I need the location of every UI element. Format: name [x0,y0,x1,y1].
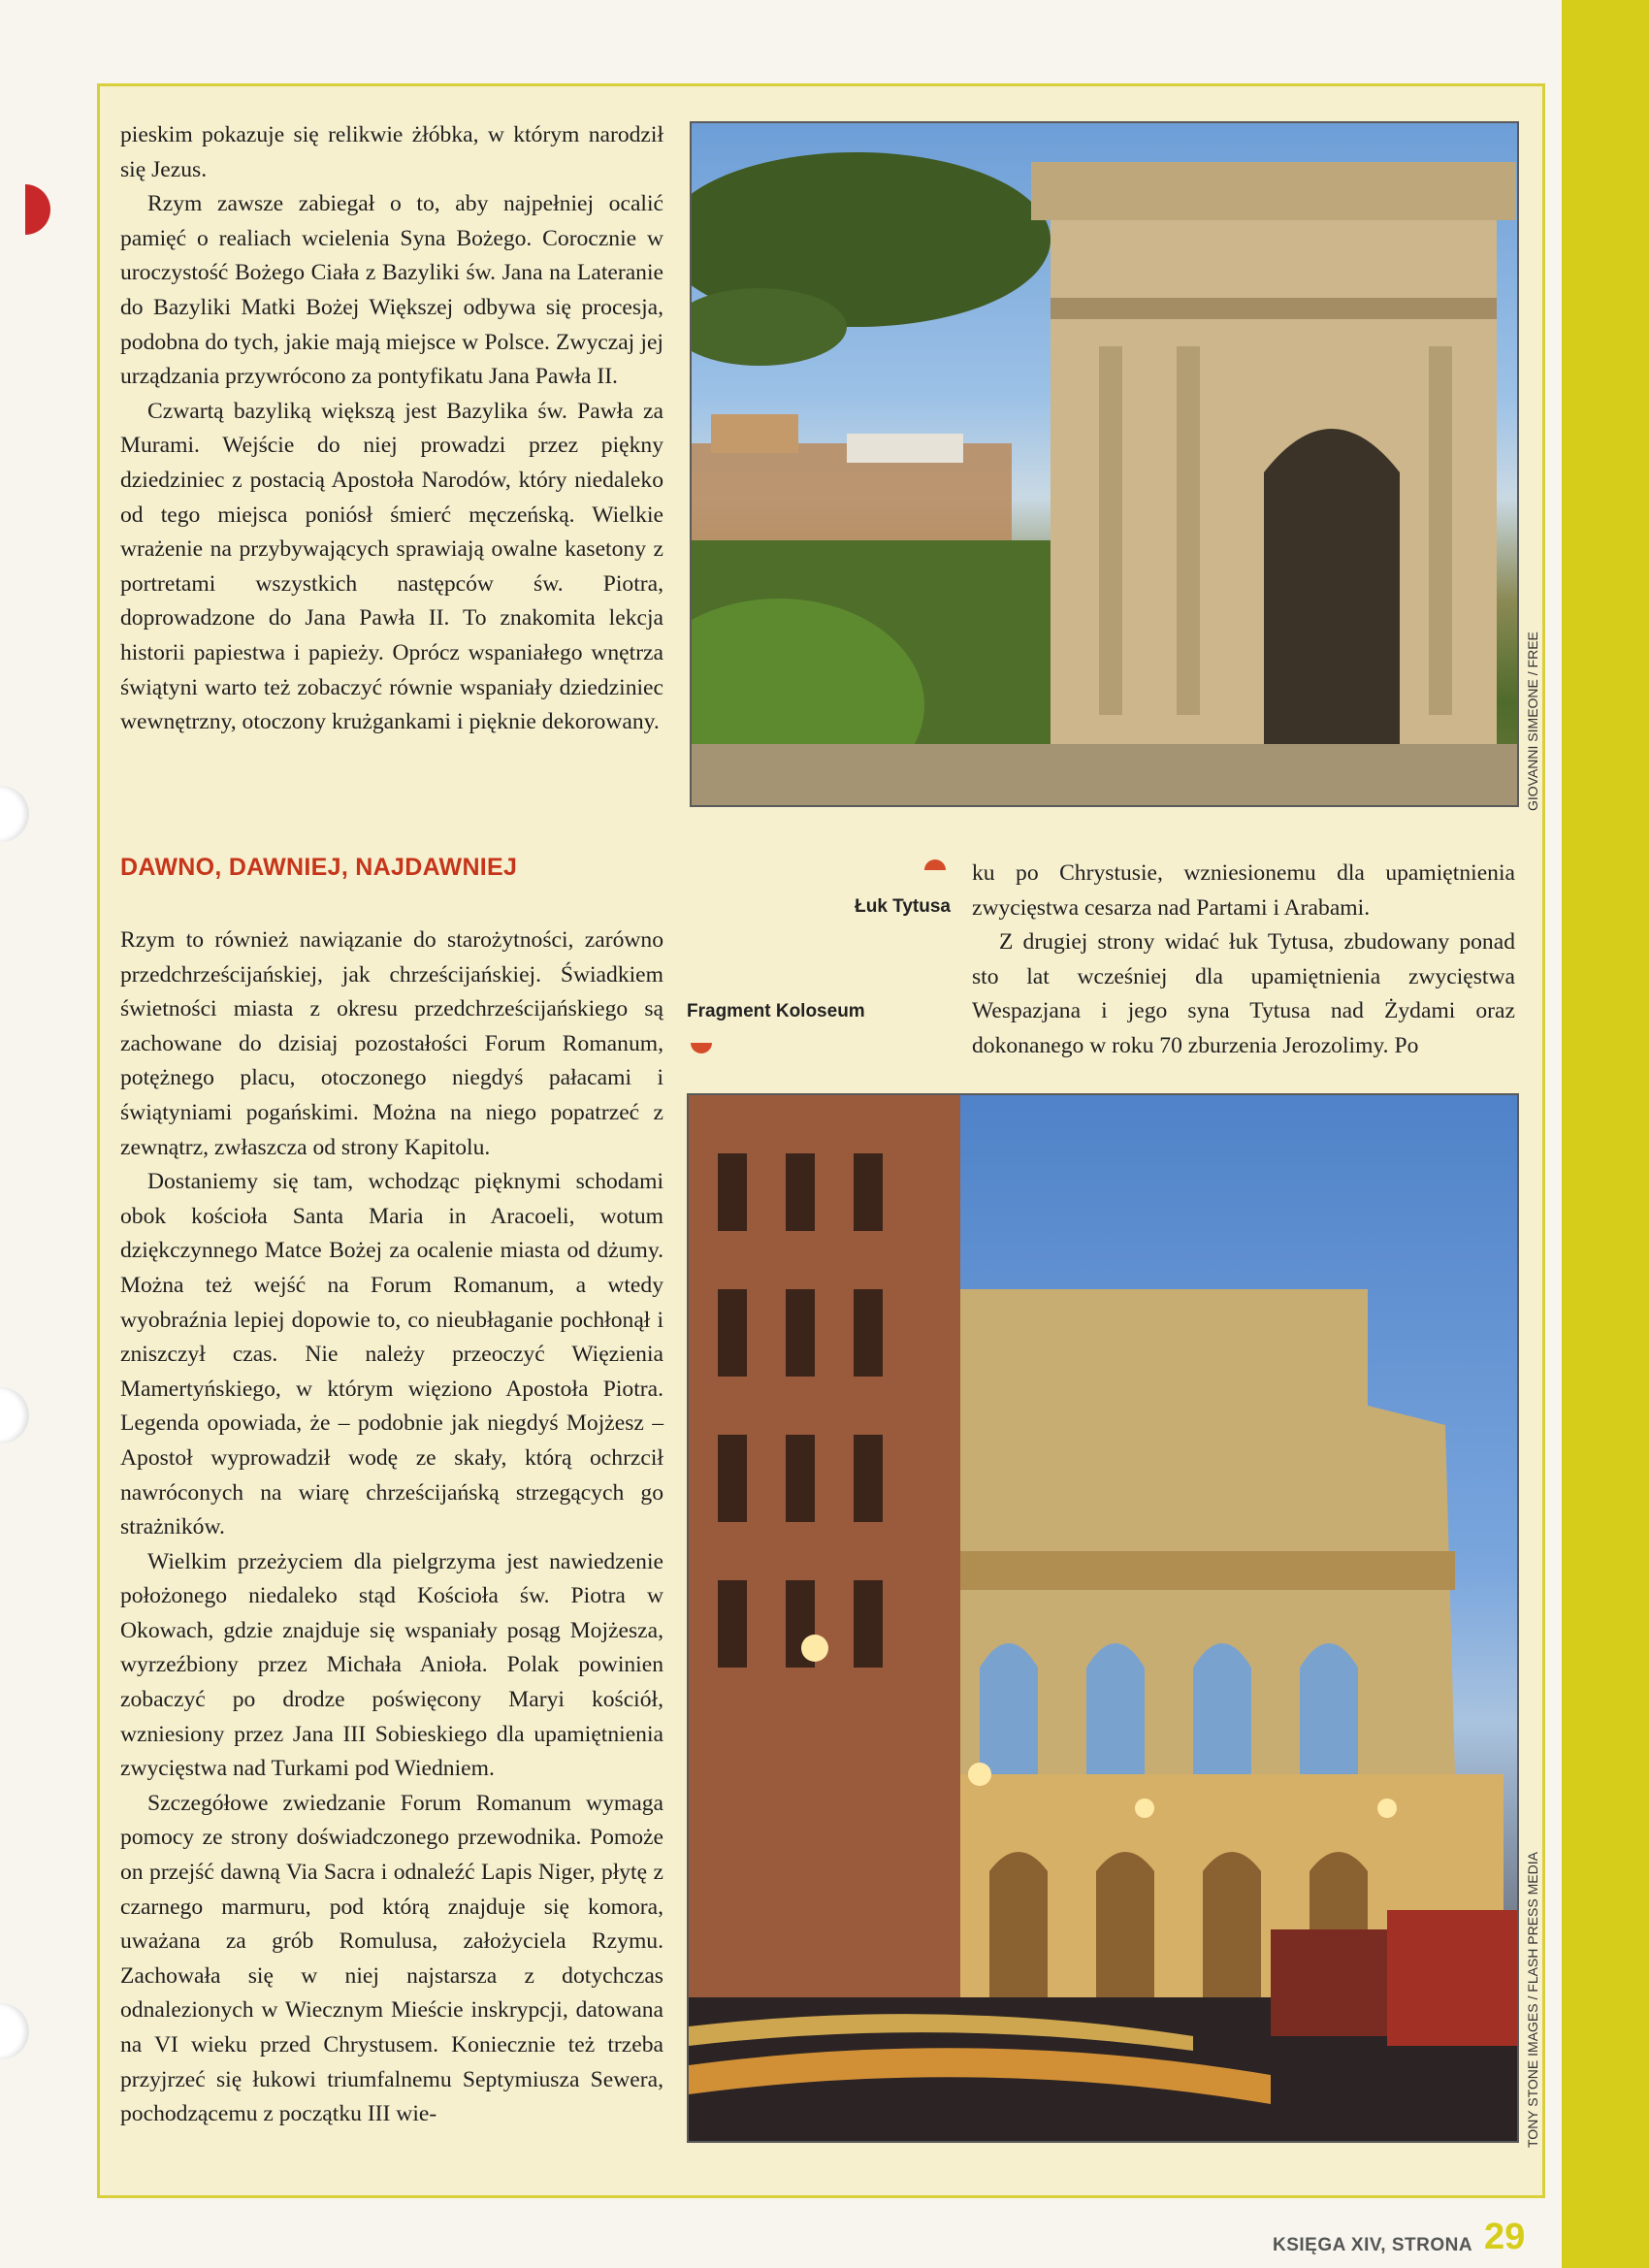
caption-colosseum: Fragment Koloseum [687,1001,865,1021]
paragraph: Szczegółowe zwiedzanie Forum Romanum wymaga pomocy ze strony doświadczonego przewodnika. Pomoże on przejść dawną Via Sacra i odnaleźć Lapis Niger, płytę z czarnego marmuru, pod którą znajduje się komora, uważana za grób Romulusa, założyciela Rzymu. Zachowała się w niej najstarsza z dotychczas odnalezionych w Wiecznym Mieście inskrypcji, datowana na VI wieku przed Chrystusem. Koniecznie też trzeba przyjrzeć się łukowi triumfalnemu Septymiusza Sewera, pochodzącemu z początku III wie- [120,1790,663,2127]
photo-credit-colosseum: TONY STONE IMAGES / FLASH PRESS MEDIA [1525,1852,1540,2148]
photo-credit-arch: GIOVANNI SIMEONE / FREE [1525,632,1540,811]
paragraph: Czwartą bazyliką większą jest Bazylika św. Pawła za Murami. Wejście do niej prowadzi przez piękny dziedziniec z postacią Apostoła Narodów, który niedaleko od tego miejsca poniósł śmierć męczeńską. Wielkie wrażenie na przybywających sprawiają owalne kasetony z portretami wszystkich następców św. Piotra, doprowadzone do Jana Pawła II. To znakomita lekcja historii papiestwa i papieży. Oprócz wspaniałego wnętrza świątyni warto też zobaczyć równie wspaniały dziedziniec wewnętrzny, otoczony krużgankami i pięknie dekorowany. [120,398,663,735]
text-column-main [120,923,663,2155]
paragraph: Rzym to również nawiązanie do starożytności, zarówno przedchrześcijańskiej, jak chrześcijańskiej. Świadkiem świetności miasta z okresu przedchrześcijańskiego są zachowane do dzisiaj pozostałości Forum Romanum, potężnego placu, otoczonego niegdyś pałacami i świątyniami pogańskimi. Można na niego popatrzeć z zewnątrz, zwłaszcza od strony Kapitolu. [120,927,663,1160]
paragraph: Dostaniemy się tam, wchodząc pięknymi schodami obok kościoła Santa Maria in Aracoeli, wotum dziękczynnego Matce Bożej za ocalenie miasta od dżumy. Można też wejść na Forum Romanum, a wtedy wyobraźnia lepiej dopowie to, co nieubłaganie pochłonął i zniszczył czas. Nie należy przeoczyć Więzienia Mamertyńskiego, w którym więziono Apostoła Piotra. Legenda opowiada, że – podobnie jak niegdyś Mojżesz – Apostoł wyprowadził wodę ze skały, którą ochrzcił nawróconych na wiarę chrześcijańską strzegących go strażników. [120,1169,663,1540]
page-number: 29 [1484,2217,1526,2257]
paragraph: Wielkim przeżyciem dla pielgrzyma jest nawiedzenie położonego niedaleko stąd Kościoła św. Piotra w Okowach, gdzie znajduje się wspaniały posąg Mojżesza, wyrzeźbiony przez Michała Anioła. Polak powinien zobaczyć po drodze poświęcony Maryi kościół, wzniesiony przez Jana III Sobieskiego dla upamiętnienia zwycięstwa nad Turkami pod Wiedniem. [120,1548,663,1782]
photo-colosseum [687,1093,1519,2143]
punch-hole [0,2003,29,2059]
paragraph: pieskim pokazuje się relikwie żłóbka, w którym narodził się Jezus. [120,122,663,182]
caption-arch: Łuk Tytusa [855,896,951,917]
red-tab-marker [0,184,50,235]
paragraph: Rzym zawsze zabiegał o to, aby najpełniej ocalić pamięć o realiach wcielenia Syna Bożego. Corocznie w uroczystość Bożego Ciała z Bazyliki św. Jana na Lateranie do Bazyliki Matki Bożej Większej odbywa się procesja, podobna do tych, jakie mają miejsce w Polsce. Zwyczaj jej urządzania przywrócono za pontyfikatu Jana Pawła II. [120,191,663,390]
punch-hole [0,786,29,842]
footer-label: KSIĘGA XIV, STRONA [1273,2235,1473,2255]
paragraph: ku po Chrystusie, wzniesionemu dla upamiętnienia zwycięstwa cesarza nad Partami i Arabami. [972,860,1515,921]
punch-hole [0,1387,29,1443]
arch-illustration [692,123,1517,805]
colosseum-illustration [689,1095,1517,2141]
text-column-right [972,857,1515,1070]
yellow-edge-strip [1562,0,1649,2268]
section-heading: DAWNO, DAWNIEJ, NAJDAWNIEJ [120,854,518,881]
paragraph: Z drugiej strony widać łuk Tytusa, zbudowany ponad sto lat wcześniej dla upamiętnienia zwycięstwa Wespazjana i jego syna Tytusa nad Żydami oraz dokonanego w roku 70 zburzenia Jerozolimy. Po [972,929,1515,1058]
text-column-top [120,118,663,817]
photo-arch-of-titus [690,121,1519,807]
